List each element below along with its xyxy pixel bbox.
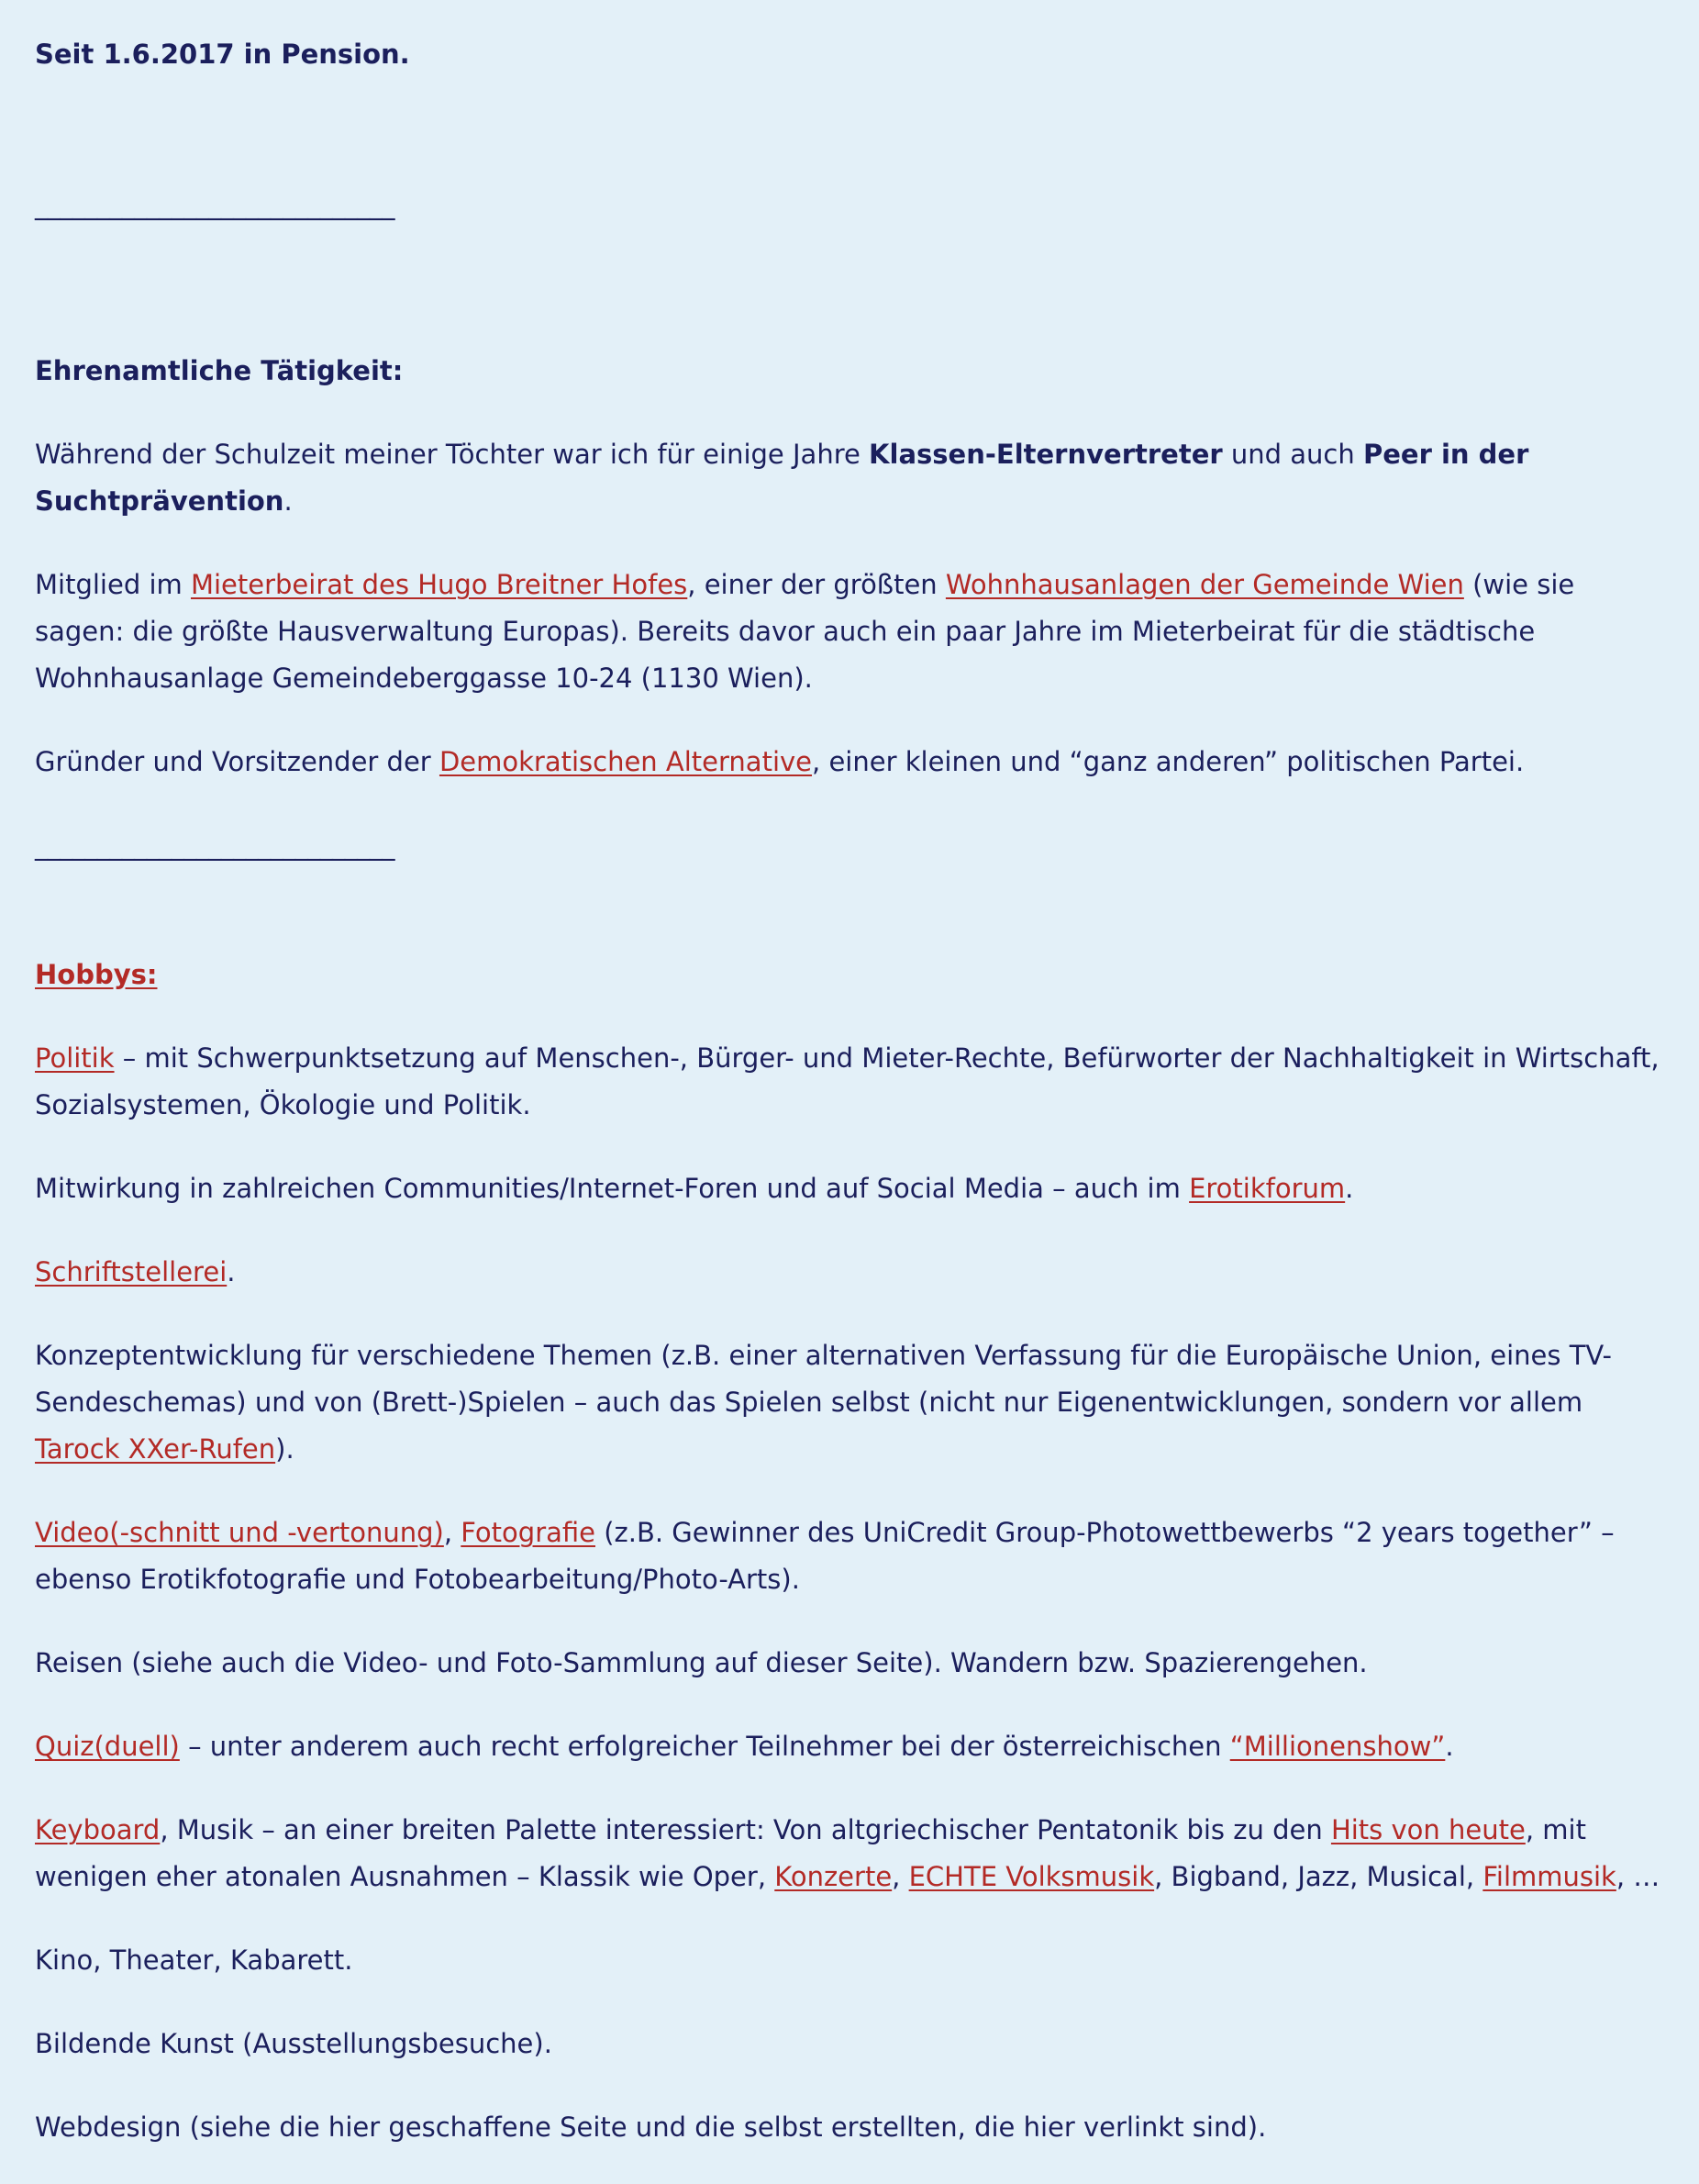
hobby-politik: Politik – mit Schwerpunktsetzung auf Menschen-, Bürger- und Mieter-Rechte, Befürworter der Nachhaltigkeit in Wirtschaft, Sozialsystemen, Ökologie und Politik. bbox=[35, 1042, 1660, 1120]
politik-link[interactable]: Politik bbox=[35, 1042, 115, 1074]
hobby-schriftstellerei: Schriftstellerei. bbox=[35, 1256, 236, 1287]
keyboard-link[interactable]: Keyboard bbox=[35, 1814, 161, 1845]
hobby-quiz: Quiz(duell) – unter anderem auch recht erfolgreicher Teilnehmer bei der österreichischen “Millionenshow”. bbox=[35, 1731, 1454, 1762]
hobby-communities: Mitwirkung in zahlreichen Communities/Internet-Foren und auf Social Media – auch im Erotikforum. bbox=[35, 1173, 1354, 1204]
hobby-konzeptentwicklung: Konzeptentwicklung für verschiedene Themen (z.B. einer alternativen Verfassung für die Europäische Union, eines TV-Sendeschemas) und von (Brett-)Spielen – auch das Spielen selbst (nicht nur Eigenentwicklungen, sondern vor allem Tarock XXer-Rufen). bbox=[35, 1340, 1613, 1465]
peer-suchtpraevention-text: Peer in der Suchtprävention bbox=[35, 439, 1529, 517]
hobbys-heading-link[interactable]: Hobbys: bbox=[35, 959, 158, 990]
separator-line: _____________________________ bbox=[35, 830, 394, 861]
ehrenamt-paragraph-eltern: Während der Schulzeit meiner Töchter war ich für einige Jahre Klassen-Elternvertreter und auch Peer in der Suchtprävention. bbox=[35, 439, 1529, 517]
ehrenamt-paragraph-mieterbeirat: Mitglied im Mieterbeirat des Hugo Breitner Hofes, einer der größten Wohnhausanlagen der Gemeinde Wien (wie sie sagen: die größte Hausverwaltung Europas). Bereits davor auch ein paar Jahre im Mieterbeirat für die städtische Wohnhausanlage Gemeindeberggasse 10-24 (1130 Wien). bbox=[35, 569, 1575, 694]
demokratische-alternative-link[interactable]: Demokratischen Alternative bbox=[439, 746, 813, 777]
hobby-kino: Kino, Theater, Kabarett. bbox=[35, 1944, 353, 1976]
hobby-video-fotografie: Video(-schnitt und -vertonung), Fotografie (z.B. Gewinner des UniCredit Group-Photowettbewerbs “2 years together” – ebenso Erotikfotografie und Fotobearbeitung/Photo-Arts). bbox=[35, 1517, 1615, 1595]
schriftstellerei-link[interactable]: Schriftstellerei bbox=[35, 1256, 228, 1287]
mieterbeirat-link[interactable]: Mieterbeirat des Hugo Breitner Hofes bbox=[190, 569, 688, 600]
klassen-elternvertreter-text: Klassen-Elternvertreter bbox=[869, 439, 1223, 470]
hits-von-heute-link[interactable]: Hits von heute bbox=[1330, 1814, 1526, 1845]
wohnhausanlagen-link[interactable]: Wohnhausanlagen der Gemeinde Wien bbox=[945, 569, 1464, 600]
erotikforum-link[interactable]: Erotikforum bbox=[1189, 1173, 1346, 1204]
video-link[interactable]: Video(-schnitt und -vertonung) bbox=[35, 1517, 444, 1548]
separator-line: _____________________________ bbox=[35, 189, 394, 220]
konzerte-link[interactable]: Konzerte bbox=[774, 1861, 893, 1892]
hobby-musik: Keyboard, Musik – an einer breiten Palette interessiert: Von altgriechischer Pentatonik bis zu den Hits von heute, mit wenigen eher atonalen Ausnahmen – Klassik wie Oper, Konzerte, ECHTE Volksmusik, Bigband, Jazz, Musical, Filmmusik, … bbox=[35, 1814, 1660, 1892]
ehrenamt-paragraph-partei: Gründer und Vorsitzender der Demokratischen Alternative, einer kleinen und “ganz anderen” politischen Partei. bbox=[35, 746, 1525, 777]
hobby-webdesign: Webdesign (siehe die hier geschaffene Seite und die selbst erstellten, die hier verlinkt sind). bbox=[35, 2112, 1267, 2143]
fotografie-link[interactable]: Fotografie bbox=[461, 1517, 595, 1548]
millionenshow-link[interactable]: “Millionenshow” bbox=[1229, 1731, 1446, 1762]
echte-volksmusik-link[interactable]: ECHTE Volksmusik bbox=[908, 1861, 1155, 1892]
pension-note: Seit 1.6.2017 in Pension. bbox=[35, 39, 410, 70]
hobby-kunst: Bildende Kunst (Ausstellungsbesuche). bbox=[35, 2028, 552, 2059]
filmmusik-link[interactable]: Filmmusik bbox=[1482, 1861, 1616, 1892]
tarock-link[interactable]: Tarock XXer-Rufen bbox=[35, 1433, 276, 1465]
hobby-reisen: Reisen (siehe auch die Video- und Foto-Sammlung auf dieser Seite). Wandern bzw. Spazierengehen. bbox=[35, 1647, 1368, 1678]
ehrenamt-heading: Ehrenamtliche Tätigkeit: bbox=[35, 355, 404, 386]
quizduell-link[interactable]: Quiz(duell) bbox=[35, 1731, 180, 1762]
